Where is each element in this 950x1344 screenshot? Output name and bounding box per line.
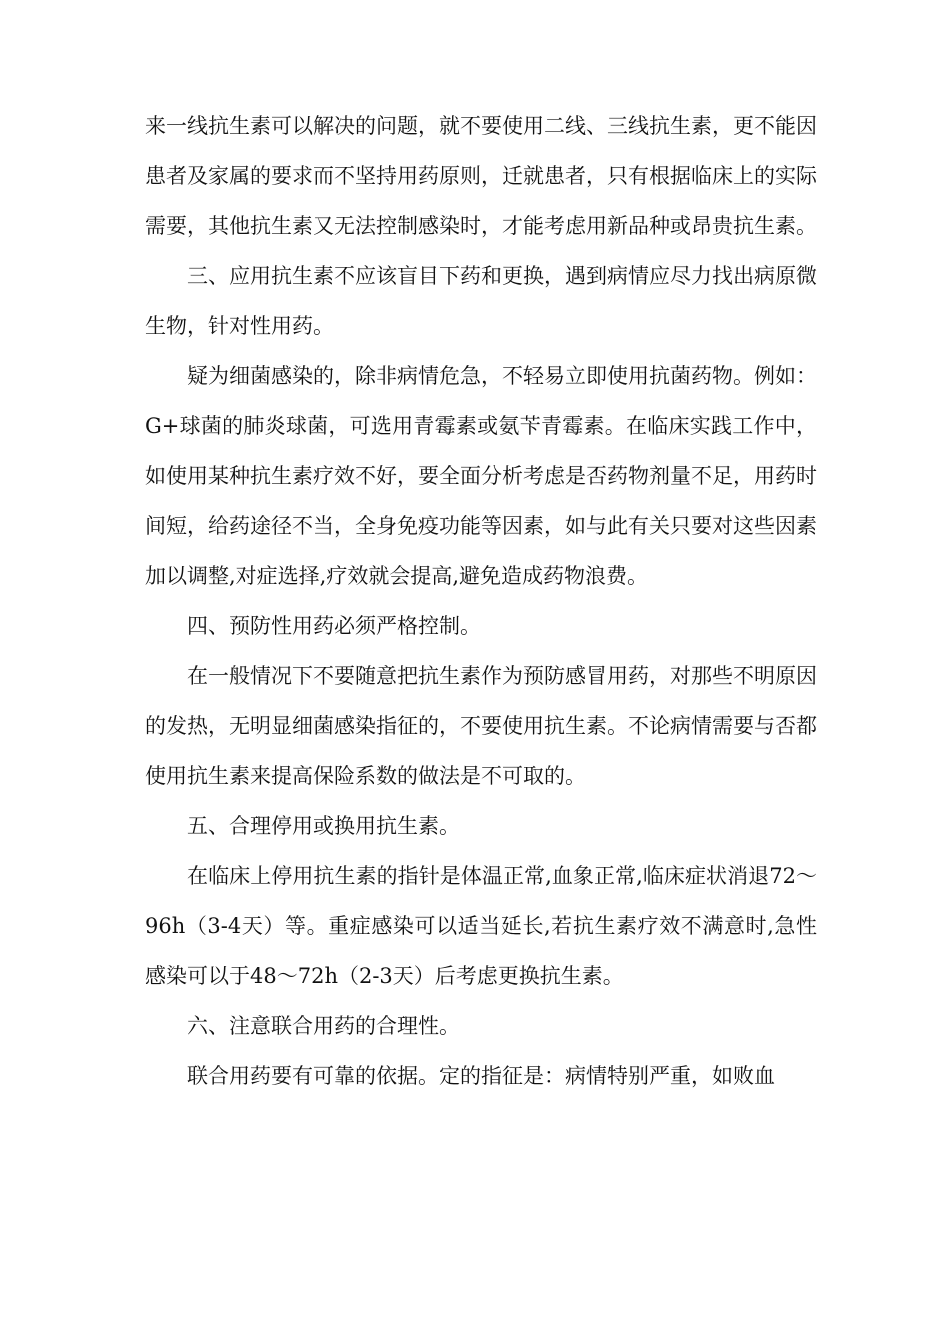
paragraph-1: 来一线抗生素可以解决的问题，就不要使用二线、三线抗生素，更不能因患者及家属的要求而不坚持用药原则，迁就患者，只有根据临床上的实际需要，其他抗生素又无法控制感染时，才能考虑用新品种或昂贵抗生素。 [145,114,817,238]
document-page [145,101,817,1101]
paragraph-6-heading-5: 五、合理停用或换用抗生素。 [187,814,460,838]
paragraph-2-heading-3: 三、应用抗生素不应该盲目下药和更换，遇到病情应尽力找出病原微生物，针对性用药。 [145,264,817,338]
paragraph-5: 在一般情况下不要随意把抗生素作为预防感冒用药，对那些不明原因的发热，无明显细菌感染指征的，不要使用抗生素。不论病情需要与否都使用抗生素来提高保险系数的做法是不可取的。 [145,664,817,788]
paragraph-9: 联合用药要有可靠的依据。定的指征是：病情特别严重，如败血 [187,1064,775,1088]
paragraph-8-heading-6: 六、注意联合用药的合理性。 [187,1014,460,1038]
paragraph-4-heading-4: 四、预防性用药必须严格控制。 [187,614,481,638]
paragraph-3: 疑为细菌感染的，除非病情危急，不轻易立即使用抗菌药物。例如：G+球菌的肺炎球菌，可选用青霉素或氨苄青霉素。在临床实践工作中，如使用某种抗生素疗效不好，要全面分析考虑是否药物剂量不足，用药时间短，给药途径不当，全身免疫功能等因素，如与此有关只要对这些因素加以调整,对症选择,疗效就会提高,避免造成药物浪费。 [145,364,817,588]
paragraph-7: 在临床上停用抗生素的指针是体温正常,血象正常,临床症状消退72～96h（3-4天）等。重症感染可以适当延长,若抗生素疗效不满意时,急性感染可以于48～72h（2-3天）后考虑更换抗生素。 [145,864,817,988]
